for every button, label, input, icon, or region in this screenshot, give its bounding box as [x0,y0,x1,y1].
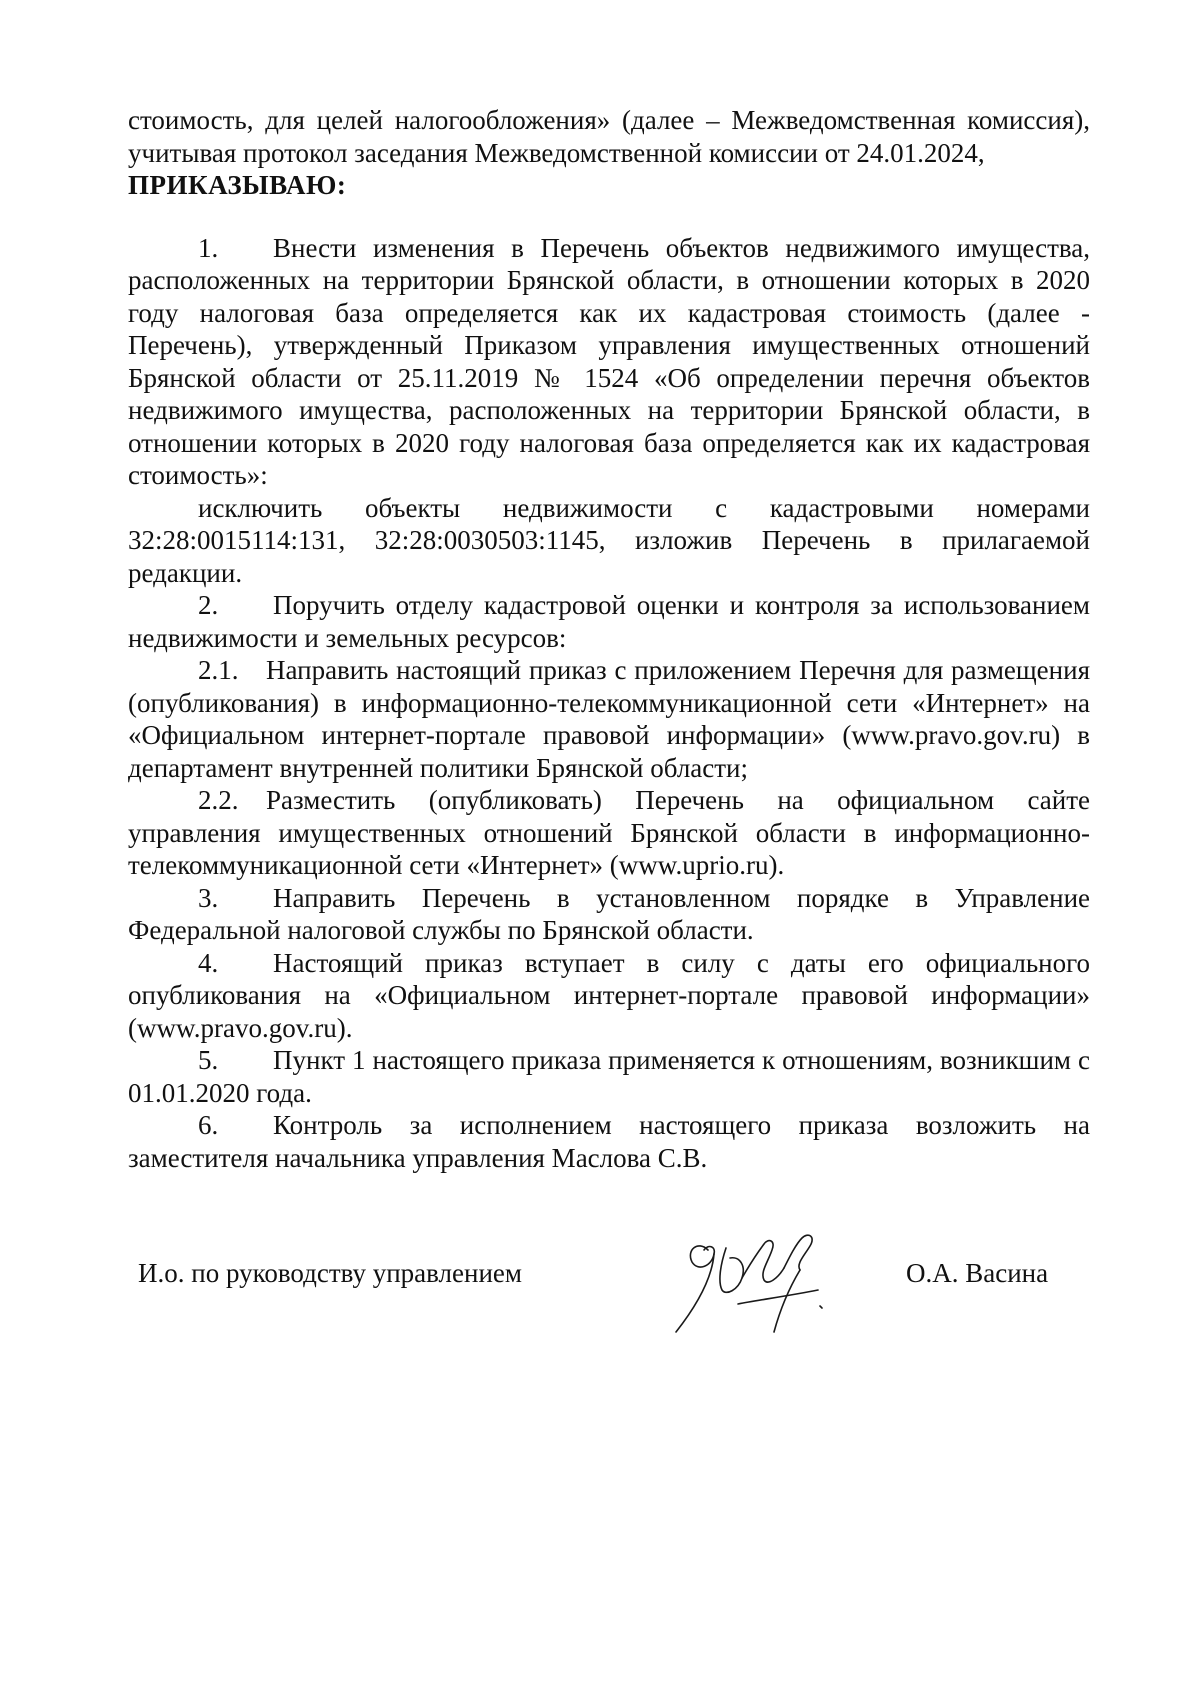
signature-block [138,1240,1078,1350]
document-body [128,104,1090,1174]
item-number: 4. [198,947,219,978]
handwritten-signature [668,1220,848,1340]
order-heading: ПРИКАЗЫВАЮ: [128,170,347,200]
item-number: 2. [198,590,219,620]
item-number: 1. [198,232,219,263]
item-text: Настоящий приказ вступает в силу с даты его официального опубликования на «Официальном интернет-портале правовой информации» (www.pravo.gov.ru). [128,947,1090,1043]
sub-item-2-1 [128,654,1090,784]
item-text: Направить Перечень в установленном порядке в Управление Федеральной налоговой службы по Брянской области. [128,882,1090,945]
sub-item-number: 2.2. [198,785,239,815]
signatory-name: О.А. Васина [906,1258,1049,1288]
sub-item-text: Направить настоящий приказ с приложением Перечня для размещения (опубликования) в информационно-телекоммуникационной сети «Интернет» на «Официальном интернет-портале правовой информации» (www.pravo.gov.ru) в департамент внутренней политики Брянской области; [128,655,1090,783]
opening-paragraph: стоимость, для целей налогообложения» (далее – Межведомственная комиссия), учитывая протокол заседания Межведомственной комиссии от 24.01.2024, [128,105,1090,168]
item-5 [128,1044,1090,1109]
item-number: 6. [198,1110,219,1140]
item-1-continuation: исключить объекты недвижимости с кадастровыми номерами 32:28:0015114:131, 32:28:0030503:1145, изложив Перечень в прилагаемой редакции. [128,492,1090,588]
item-text: Поручить отделу кадастровой оценки и контроля за использованием недвижимости и земельных ресурсов: [128,590,1090,653]
sub-item-text: Разместить (опубликовать) Перечень на официальном сайте управления имущественных отношений Брянской области в информационно-телекоммуникационной сети «Интернет» (www.uprio.ru). [128,785,1090,880]
item-text: Контроль за исполнением настоящего приказа возложить на заместителя начальника управления Маслова С.В. [128,1110,1090,1173]
sub-item-2-2 [128,784,1090,882]
item-6 [128,1109,1090,1174]
item-2 [128,589,1090,654]
sub-item-number: 2.1. [198,655,239,685]
item-1 [128,232,1090,492]
item-4 [128,947,1090,1045]
signatory-title: И.о. по руководству управлением [138,1258,522,1288]
item-text: Внести изменения в Перечень объектов недвижимого имущества, расположенных на территории Брянской области, в отношении которых в 2020 году налоговая база определяется как их кадастровая стоимость (далее - Перечень), утвержденный Приказом управления имущественных отношений Брянской области от 25.11.2019 № 1524 «Об определении перечня объектов недвижимого имущества, расположенных на территории Брянской области, в отношении которых в 2020 году налоговая база определяется как их кадастровая стоимость»: [128,232,1090,490]
item-number: 3. [198,882,219,913]
item-3 [128,882,1090,947]
item-text: Пункт 1 настоящего приказа применяется к отношениям, возникшим с 01.01.2020 года. [128,1045,1090,1108]
item-number: 5. [198,1045,219,1075]
